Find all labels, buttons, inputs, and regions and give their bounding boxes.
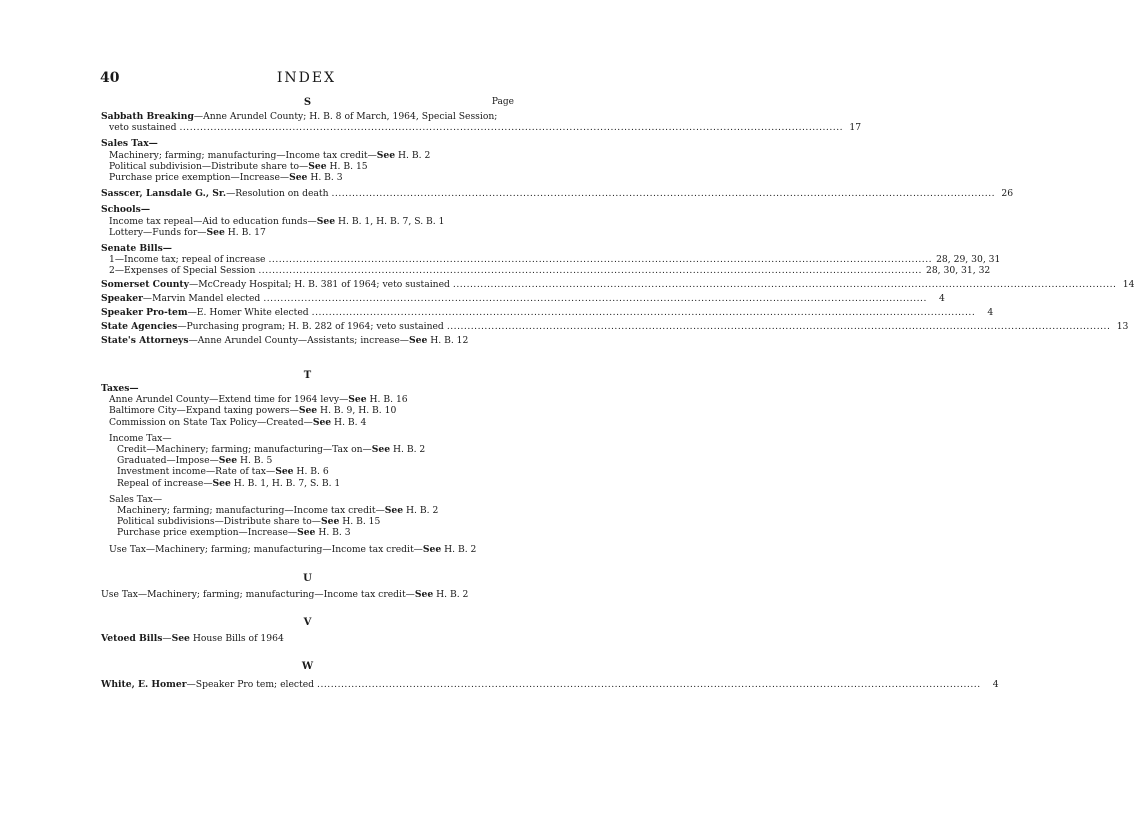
see-ref: See (298, 405, 318, 417)
bill-ref: H. B. 15 (339, 516, 381, 528)
see-ref: See (371, 444, 391, 456)
entry-sales-tax (101, 138, 514, 183)
entry-text: 2—Expenses of Special Session (109, 265, 256, 277)
entry-head: Senate Bills— (101, 243, 172, 255)
entry-head: State Agencies (101, 321, 178, 333)
see-ref: See (218, 455, 238, 467)
entry-text: Purchase price exemption—Increase— (117, 527, 298, 539)
page-ref: 14 (1122, 278, 1134, 290)
subhead: Income Tax— (109, 432, 172, 444)
entry-head: Speaker (101, 292, 143, 304)
entry-head: Taxes— (101, 383, 139, 394)
section-s-entries (101, 111, 1134, 347)
entry-text: veto sustained (109, 122, 177, 134)
entry-text: Political subdivisions—Distribute share to— (117, 516, 321, 528)
entry-use-tax (101, 589, 514, 600)
entry-vetoed-bills (101, 633, 514, 644)
section-t-entries (101, 383, 514, 555)
page-ref: 17 (849, 122, 862, 134)
dot-leader: .................................................................................................................................................................................................. (317, 679, 981, 690)
see-ref: See (297, 527, 316, 539)
section-letter-v: V (303, 617, 312, 628)
entry-text: —Anne Arundel County—Assistants; increase— (188, 335, 409, 347)
bill-ref: H. B. 9, H. B. 10 (317, 405, 397, 417)
bill-ref: H. B. 5 (237, 455, 273, 467)
entry-sasscer (101, 188, 1014, 200)
bill-ref: H. B. 1, H. B. 7, S. B. 1 (230, 477, 341, 489)
see-ref: See (308, 160, 327, 172)
entry-schools (101, 204, 514, 238)
see-ref: See (348, 394, 367, 406)
entry-somerset-county (101, 278, 1134, 290)
page-ref: 26 (1001, 188, 1014, 200)
entry-text: House Bills of 1964 (189, 633, 284, 644)
entry-text: —Resolution on death (226, 188, 329, 200)
entry-text: Purchase price exemption—Increase— (109, 172, 290, 184)
entry-head: Speaker Pro-tem (101, 307, 188, 319)
entry-text: Machinery; farming; manufacturing—Income tax credit— (109, 149, 377, 161)
dot-leader: .................................................................................................................................................................................................. (263, 292, 927, 304)
page-number: 40 (100, 70, 120, 86)
entry-head: Sasscer, Lansdale G., Sr. (101, 188, 227, 200)
dot-leader: .................................................................................................................................................................................................. (446, 321, 1111, 333)
see-ref: See (212, 477, 231, 489)
entry-head: White, E. Homer (101, 679, 187, 690)
entry-head: Schools— (101, 204, 151, 216)
dot-leader: .................................................................................................................................................................................................. (258, 265, 922, 277)
page-ref: 13 (1116, 321, 1129, 333)
bill-ref: H. B. 6 (293, 466, 329, 478)
section-w-entries (101, 679, 999, 690)
page-ref: 28, 29, 30, 31 (936, 254, 1001, 266)
entry-text: Machinery; farming; manufacturing—Income tax credit— (117, 505, 385, 517)
dot-leader: .................................................................................................................................................................................................. (452, 278, 1117, 290)
section-v-entries (101, 633, 514, 644)
entry-text: Income tax repeal—Aid to education funds— (109, 215, 317, 227)
entry-states-attorneys (101, 335, 514, 346)
page-ref: 4 (939, 292, 945, 304)
see-ref: See (289, 172, 308, 184)
bill-ref: H. B. 2 (390, 444, 426, 456)
see-ref: See (408, 335, 428, 347)
entry-state-agencies (101, 321, 1129, 333)
entry-senate-bills (101, 243, 1001, 277)
bill-ref: H. B. 3 (307, 172, 343, 184)
entry-text: Lottery—Funds for— (109, 226, 207, 238)
section-u-entries (101, 589, 514, 600)
see-ref: See (422, 543, 442, 555)
entry-text: Commission on State Tax Policy—Created— (109, 416, 313, 428)
entry-white-e-homer (101, 679, 999, 690)
see-ref: See (275, 466, 294, 478)
entry-text: —Anne Arundel County; H. B. 8 of March, 1964, Special Session; (193, 111, 498, 122)
dot-leader: .................................................................................................................................................................................................. (179, 122, 844, 134)
see-ref: See (376, 149, 396, 161)
entry-head: Vetoed Bills (101, 633, 163, 644)
section-letter-t: T (303, 370, 312, 381)
page-ref: 4 (987, 307, 994, 319)
see-ref: See (171, 633, 190, 644)
entry-text: 1—Income tax; repeal of increase (109, 254, 266, 266)
page-header (100, 70, 513, 86)
see-ref: See (384, 505, 404, 517)
bill-ref: H. B. 16 (366, 394, 408, 406)
entry-text: —McCready Hospital; H. B. 381 of 1964; veto sustained (189, 278, 450, 290)
bill-ref: H. B. 12 (427, 335, 469, 347)
see-ref: See (312, 416, 332, 428)
page-column-label: Page (491, 97, 514, 107)
entry-text: Use Tax—Machinery; farming; manufacturing—Income tax credit— (101, 589, 415, 600)
entry-text: —Purchasing program; H. B. 282 of 1964; veto sustained (177, 321, 444, 333)
entry-head: Somerset County (101, 278, 190, 290)
entry-text: —Speaker Pro tem; elected (186, 679, 315, 690)
section-letter-s: S (303, 97, 312, 108)
entry-text: Repeal of increase— (117, 477, 213, 489)
entry-head: State's Attorneys (101, 335, 189, 347)
page-ref: 28, 30, 31, 32 (925, 265, 991, 277)
see-ref: See (320, 516, 340, 528)
bill-ref: H. B. 2 (433, 589, 469, 600)
entry-text: Investment income—Rate of tax— (117, 466, 276, 478)
dot-leader: .................................................................................................................................................................................................. (331, 188, 996, 200)
entry-text: Use Tax—Machinery; farming; manufacturing—Income tax credit— (109, 543, 423, 555)
entry-text: —E. Homer White elected (187, 307, 309, 319)
page-ref: 4 (992, 679, 999, 690)
entry-head: Sales Tax— (101, 138, 158, 150)
entry-head: Sabbath Breaking (101, 111, 194, 122)
dot-leader: .................................................................................................................................................................................................. (311, 307, 976, 319)
entry-text: Anne Arundel County—Extend time for 1964 levy— (109, 394, 349, 406)
bill-ref: H. B. 3 (315, 527, 351, 539)
entry-text: —Marvin Mandel elected (142, 292, 261, 304)
dot-leader: .................................................................................................................................................................................................. (268, 254, 933, 266)
bill-ref: H. B. 4 (331, 416, 367, 428)
entry-speaker (101, 292, 945, 304)
see-ref: See (206, 226, 225, 238)
entry-sabbath-breaking (101, 111, 862, 134)
entry-text: Baltimore City—Expand taxing powers— (109, 405, 299, 417)
section-letter-u: U (303, 573, 312, 584)
subhead: Sales Tax— (109, 493, 163, 505)
entry-text: Credit—Machinery; farming; manufacturing—Tax on— (117, 444, 372, 456)
section-letter-w: W (301, 661, 314, 672)
page-title: INDEX (276, 70, 337, 86)
see-ref: See (316, 215, 336, 227)
bill-ref: H. B. 2 (403, 505, 439, 517)
bill-ref: H. B. 15 (326, 160, 368, 172)
entry-text: Political subdivision—Distribute share to— (109, 160, 309, 172)
entry-text: — (162, 633, 172, 644)
entry-speaker-pro-tem (101, 307, 994, 319)
see-ref: See (414, 589, 434, 600)
bill-ref: H. B. 2 (395, 149, 431, 161)
bill-ref: H. B. 2 (441, 543, 477, 555)
bill-ref: H. B. 1, H. B. 7, S. B. 1 (335, 215, 445, 227)
entry-text: Graduated—Impose— (117, 455, 219, 467)
bill-ref: H. B. 17 (224, 226, 266, 238)
